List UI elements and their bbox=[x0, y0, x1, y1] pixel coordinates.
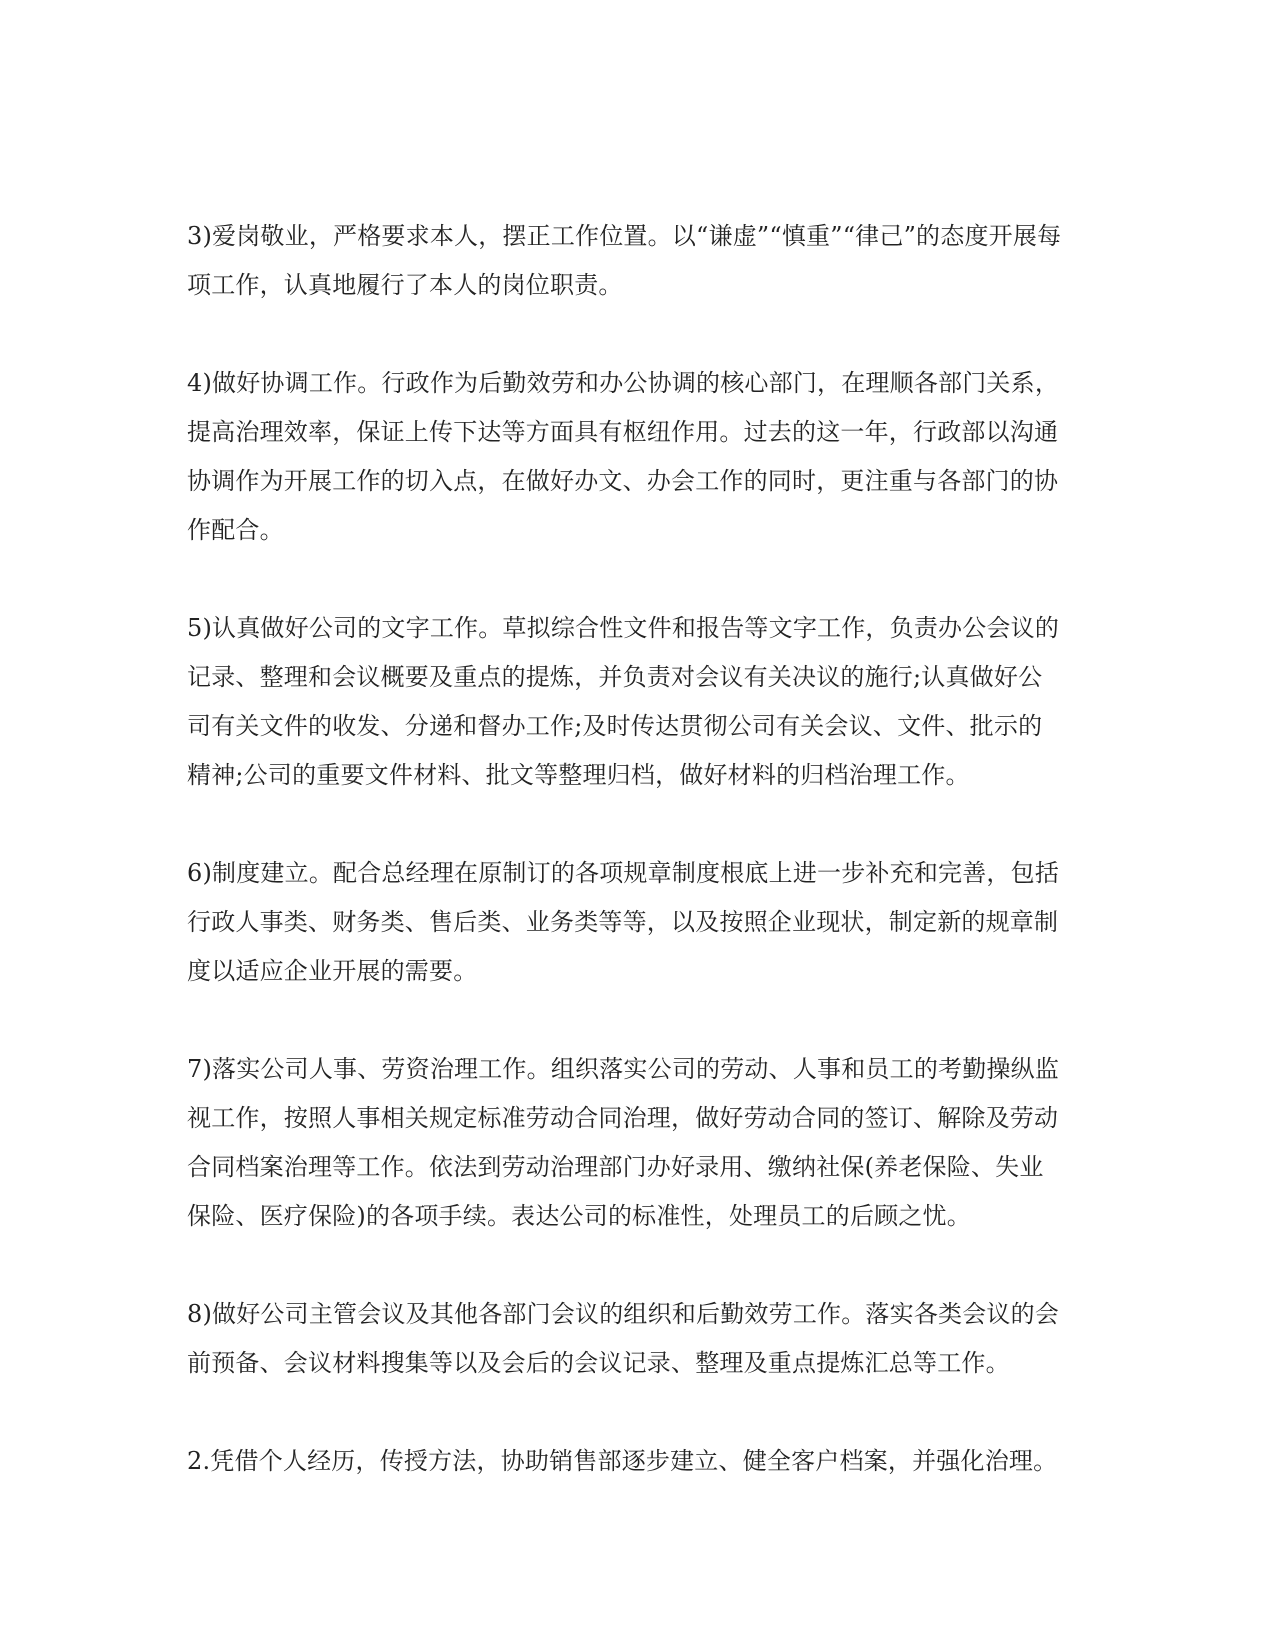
paragraph-4-coordination: 4)做好协调工作。行政作为后勤效劳和办公协调的核心部门，在理顺各部门关系， 提高治理效率，保证上传下达等方面具有枢纽作用。过去的这一年，行政部以沟通 协调作为开展工作的切入点，在做好办文、办会工作的同时，更注重与各部门的协 作配合。 bbox=[187, 369, 1060, 544]
paragraph-2-customer-files: 2.凭借个人经历，传授方法，协助销售部逐步建立、健全客户档案，并强化治理。 bbox=[187, 1447, 1058, 1475]
paragraph-6-system-building: 6)制度建立。配合总经理在原制订的各项规章制度根底上进一步补充和完善，包括 行政人事类、财务类、售后类、业务类等等，以及按照企业现状，制定新的规章制 度以适应企业开展的需要。 bbox=[187, 859, 1060, 985]
paragraph-7-personnel-management: 7)落实公司人事、劳资治理工作。组织落实公司的劳动、人事和员工的考勤操纵监 视工作，按照人事相关规定标准劳动合同治理，做好劳动合同的签订、解除及劳动 合同档案治理等工作。依法到劳动治理部门办好录用、缴纳社保(养老保险、失业 保险、医疗保险)的各项手续。表达公司的标准性，处理员工的后顾之忧。 bbox=[187, 1055, 1060, 1230]
paragraph-5-writing-work: 5)认真做好公司的文字工作。草拟综合性文件和报告等文字工作，负责办公会议的 记录、整理和会议概要及重点的提炼，并负责对会议有关决议的施行;认真做好公 司有关文件的收发、分递和督办工作;及时传达贯彻公司有关会议、文件、批示的 精神;公司的重要文件材料、批文等整理归档，做好材料的归档治理工作。 bbox=[187, 614, 1060, 789]
paragraph-3-dedication: 3)爱岗敬业，严格要求本人，摆正工作位置。以“谦虚”“慎重”“律己”的态度开展每 项工作，认真地履行了本人的岗位职责。 bbox=[187, 222, 1062, 299]
document-body bbox=[187, 212, 1087, 1535]
paragraph-8-meeting-support: 8)做好公司主管会议及其他各部门会议的组织和后勤效劳工作。落实各类会议的会 前预备、会议材料搜集等以及会后的会议记录、整理及重点提炼汇总等工作。 bbox=[187, 1300, 1060, 1377]
